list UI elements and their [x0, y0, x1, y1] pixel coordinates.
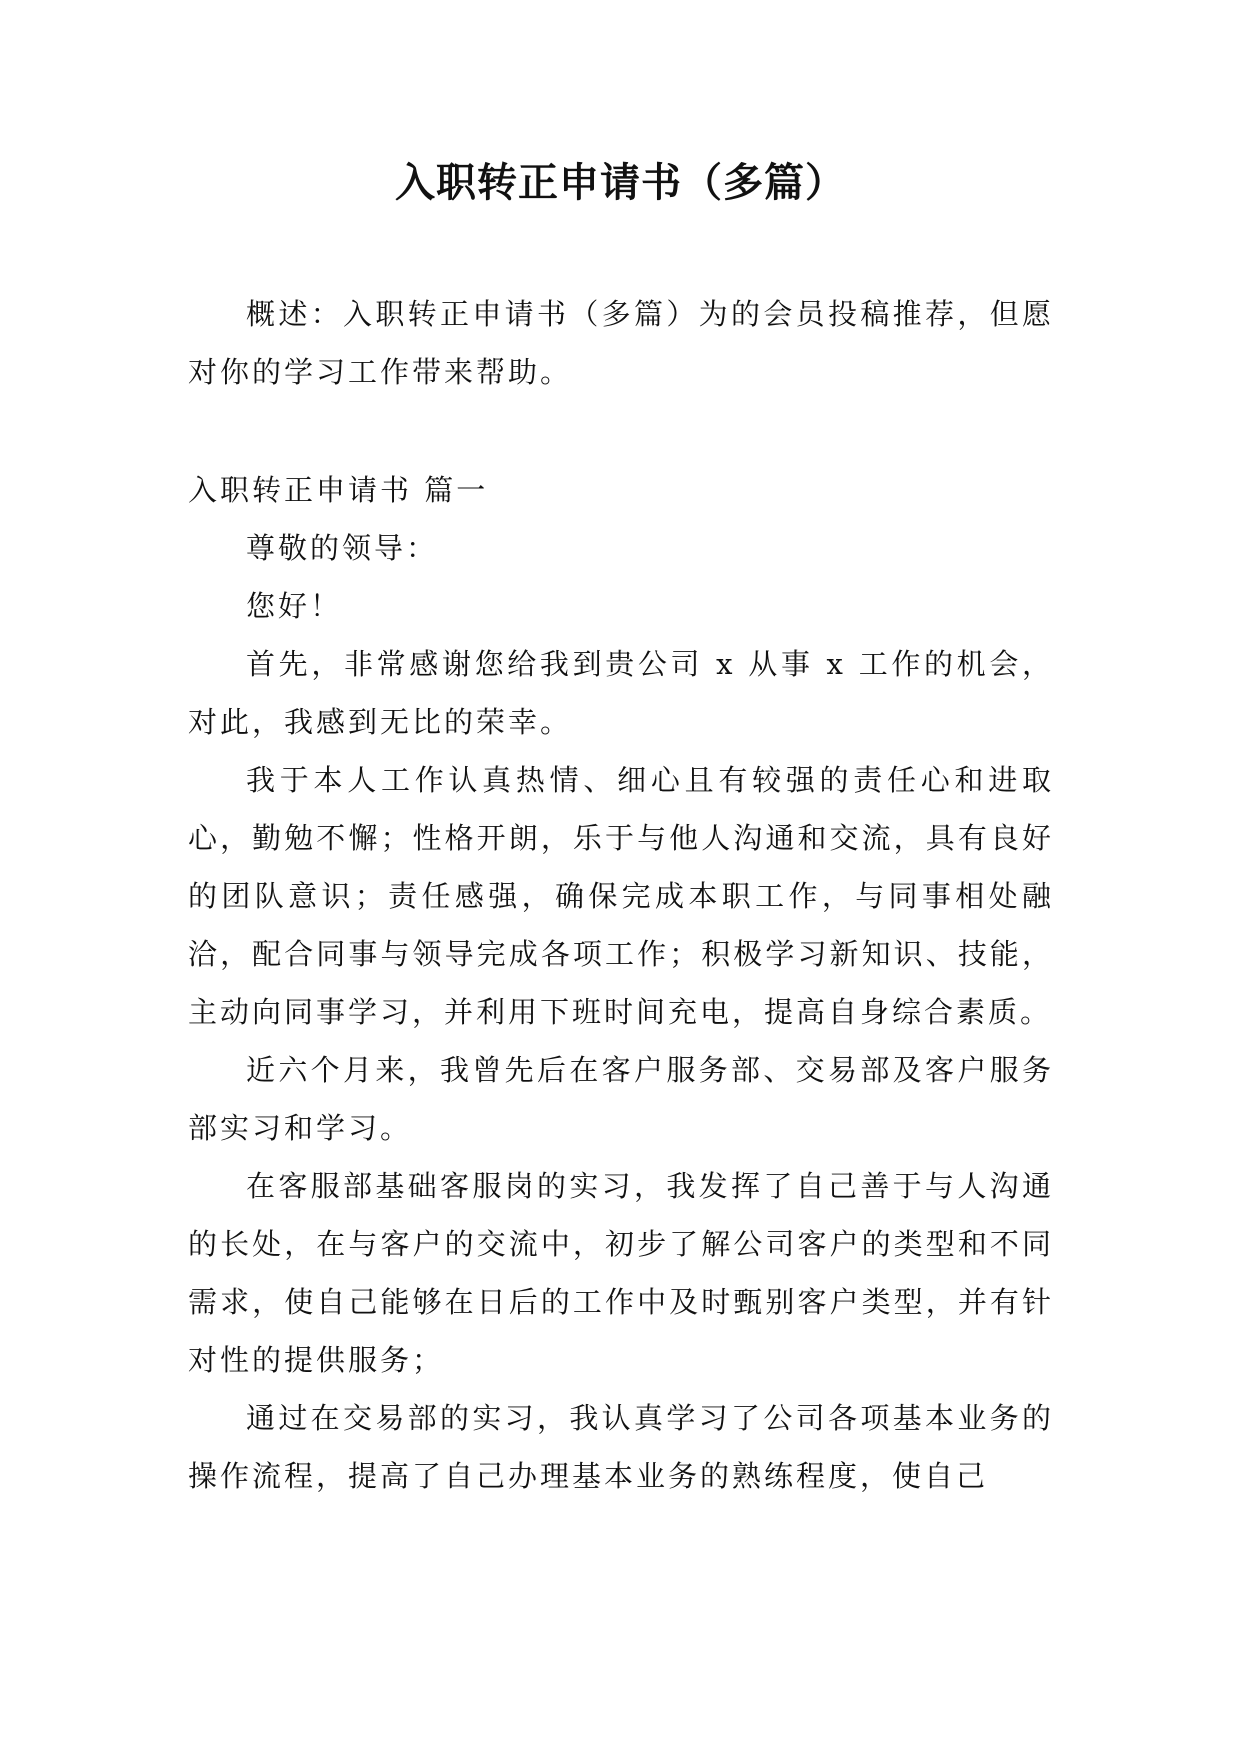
body-paragraph: 我于本人工作认真热情、细心且有较强的责任心和进取心，勤勉不懈；性格开朗，乐于与他人沟通和交流，具有良好的团队意识；责任感强，确保完成本职工作，与同事相处融洽，配合同事与领导完成各项工作；积极学习新知识、技能，主动向同事学习，并利用下班时间充电，提高自身综合素质。: [188, 763, 1054, 1029]
body-paragraph: 首先，非常感谢您给我到贵公司 x 从事 x 工作的机会，对此，我感到无比的荣幸。: [188, 647, 1054, 739]
document-body: [188, 285, 1054, 1505]
salutation: 尊敬的领导：: [246, 531, 439, 565]
body-paragraph: 近六个月来，我曾先后在客户服务部、交易部及客户服务部实习和学习。: [188, 1053, 1054, 1145]
body-paragraph: 通过在交易部的实习，我认真学习了公司各项基本业务的操作流程，提高了自己办理基本业务的熟练程度，使自己: [188, 1401, 1054, 1493]
greeting: 您好！: [246, 589, 343, 623]
section-heading: 入职转正申请书 篇一: [188, 473, 489, 507]
body-paragraph: 在客服部基础客服岗的实习，我发挥了自己善于与人沟通的长处，在与客户的交流中，初步了解公司客户的类型和不同需求，使自己能够在日后的工作中及时甄别客户类型，并有针对性的提供服务；: [188, 1169, 1054, 1377]
summary-paragraph: 概述：入职转正申请书（多篇）为的会员投稿推荐，但愿对你的学习工作带来帮助。: [188, 297, 1054, 389]
document-title: 入职转正申请书（多篇）: [395, 160, 846, 206]
